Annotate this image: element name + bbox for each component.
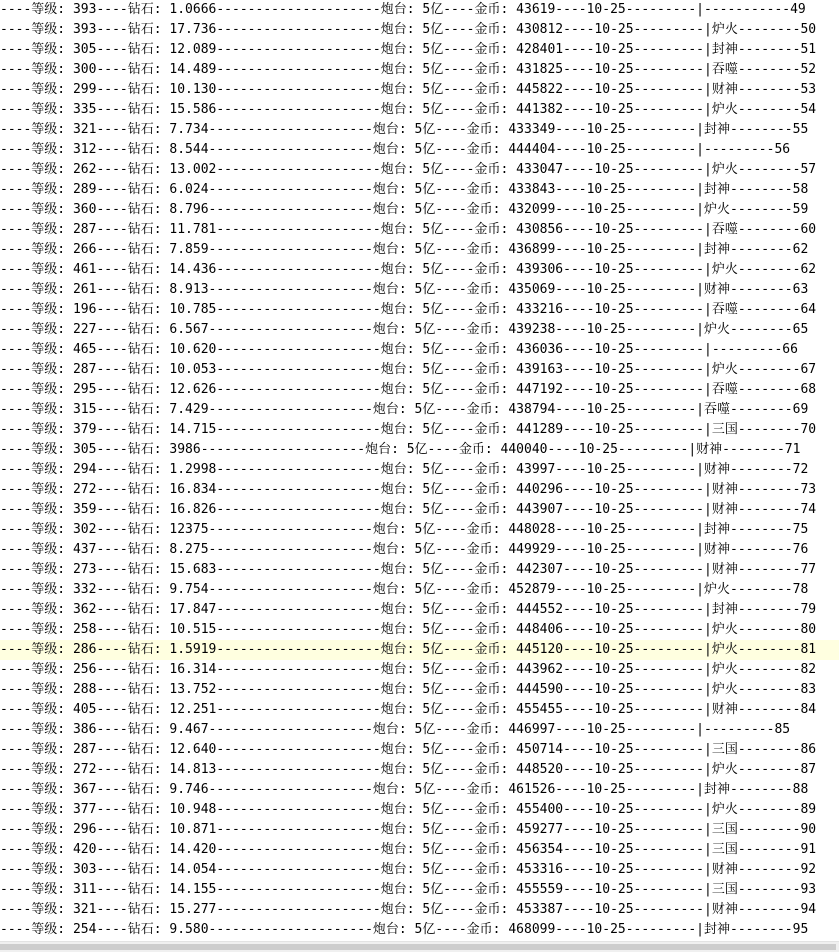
text-line[interactable]: ----等级: 393----钻石: 17.736---------------------炮台: 5亿----金币: 430812----10-25---------|炉火--------50 [0, 22, 817, 37]
text-line[interactable]: ----等级: 461----钻石: 14.436---------------------炮台: 5亿----金币: 439306----10-25---------|炉火--------62 [0, 262, 817, 277]
text-line[interactable]: ----等级: 262----钻石: 13.002---------------------炮台: 5亿----金币: 433047----10-25---------|炉火--------57 [0, 162, 817, 177]
text-line[interactable]: ----等级: 294----钻石: 1.2998---------------------炮台: 5亿----金币: 43997----10-25---------|财神--------72 [0, 462, 809, 477]
text-line[interactable]: ----等级: 437----钻石: 8.275---------------------炮台: 5亿----金币: 449929----10-25---------|财神--------76 [0, 542, 809, 557]
text-line[interactable]: ----等级: 321----钻石: 15.277---------------------炮台: 5亿----金币: 453387----10-25---------|财神--------94 [0, 902, 817, 917]
text-line[interactable]: ----等级: 254----钻石: 9.580---------------------炮台: 5亿----金币: 468099----10-25---------|封神--------95 [0, 922, 809, 937]
text-line[interactable]: ----等级: 302----钻石: 12375---------------------炮台: 5亿----金币: 448028----10-25---------|封神--------75 [0, 522, 809, 537]
text-line[interactable]: ----等级: 311----钻石: 14.155---------------------炮台: 5亿----金币: 455559----10-25---------|三国--------93 [0, 882, 817, 897]
text-line[interactable]: ----等级: 379----钻石: 14.715---------------------炮台: 5亿----金币: 441289----10-25---------|三国--------70 [0, 422, 817, 437]
text-line[interactable]: ----等级: 286----钻石: 1.5919---------------------炮台: 5亿----金币: 445120----10-25---------|炉火--------81 [0, 640, 839, 660]
text-line[interactable]: ----等级: 289----钻石: 6.024---------------------炮台: 5亿----金币: 433843----10-25---------|封神--------58 [0, 182, 809, 197]
text-line[interactable]: ----等级: 299----钻石: 10.130---------------------炮台: 5亿----金币: 445822----10-25---------|财神--------53 [0, 82, 817, 97]
scrollbar-thumb[interactable] [0, 944, 836, 950]
text-line[interactable]: ----等级: 393----钻石: 1.0666---------------------炮台: 5亿----金币: 43619----10-25---------|-----------49 [0, 2, 806, 17]
text-line[interactable]: ----等级: 321----钻石: 7.734---------------------炮台: 5亿----金币: 433349----10-25---------|封神--------55 [0, 122, 809, 137]
text-line[interactable]: ----等级: 335----钻石: 15.586---------------------炮台: 5亿----金币: 441382----10-25---------|炉火--------54 [0, 102, 817, 117]
text-line[interactable]: ----等级: 266----钻石: 7.859---------------------炮台: 5亿----金币: 436899----10-25---------|封神--------62 [0, 242, 809, 257]
text-line[interactable]: ----等级: 295----钻石: 12.626---------------------炮台: 5亿----金币: 447192----10-25---------|吞噬--------68 [0, 382, 817, 397]
text-line[interactable]: ----等级: 420----钻石: 14.420---------------------炮台: 5亿----金币: 456354----10-25---------|三国--------91 [0, 842, 817, 857]
text-line[interactable]: ----等级: 377----钻石: 10.948---------------------炮台: 5亿----金币: 455400----10-25---------|炉火--------89 [0, 802, 817, 817]
text-line[interactable]: ----等级: 296----钻石: 10.871---------------------炮台: 5亿----金币: 459277----10-25---------|三国--------90 [0, 822, 817, 837]
text-line[interactable]: ----等级: 305----钻石: 12.089---------------------炮台: 5亿----金币: 428401----10-25---------|封神--------51 [0, 42, 817, 57]
text-line[interactable]: ----等级: 312----钻石: 8.544---------------------炮台: 5亿----金币: 444404----10-25---------|---------56 [0, 142, 791, 157]
text-line[interactable]: ----等级: 360----钻石: 8.796---------------------炮台: 5亿----金币: 432099----10-25---------|炉火--------59 [0, 202, 809, 217]
text-line[interactable]: ----等级: 256----钻石: 16.314---------------------炮台: 5亿----金币: 443962----10-25---------|炉火--------82 [0, 662, 817, 677]
text-line[interactable]: ----等级: 359----钻石: 16.826---------------------炮台: 5亿----金币: 443907----10-25---------|财神--------74 [0, 502, 817, 517]
text-line[interactable]: ----等级: 273----钻石: 15.683---------------------炮台: 5亿----金币: 442307----10-25---------|财神--------77 [0, 562, 817, 577]
text-line[interactable]: ----等级: 288----钻石: 13.752---------------------炮台: 5亿----金币: 444590----10-25---------|炉火--------83 [0, 682, 817, 697]
text-line[interactable]: ----等级: 315----钻石: 7.429---------------------炮台: 5亿----金币: 438794----10-25---------|吞噬--------69 [0, 402, 809, 417]
text-line[interactable]: ----等级: 305----钻石: 3986---------------------炮台: 5亿----金币: 440040----10-25---------|财神--------71 [0, 442, 801, 457]
text-line[interactable]: ----等级: 227----钻石: 6.567---------------------炮台: 5亿----金币: 439238----10-25---------|炉火--------65 [0, 322, 809, 337]
text-line[interactable]: ----等级: 196----钻石: 10.785---------------------炮台: 5亿----金币: 433216----10-25---------|吞噬--------64 [0, 302, 817, 317]
text-line[interactable]: ----等级: 465----钻石: 10.620---------------------炮台: 5亿----金币: 436036----10-25---------|---------66 [0, 342, 798, 357]
text-line[interactable]: ----等级: 303----钻石: 14.054---------------------炮台: 5亿----金币: 453316----10-25---------|财神--------92 [0, 862, 817, 877]
text-line[interactable]: ----等级: 287----钻石: 12.640---------------------炮台: 5亿----金币: 450714----10-25---------|三国--------86 [0, 742, 817, 757]
horizontal-scrollbar[interactable] [0, 941, 839, 952]
text-line[interactable]: ----等级: 367----钻石: 9.746---------------------炮台: 5亿----金币: 461526----10-25---------|封神--------88 [0, 782, 809, 797]
text-line[interactable]: ----等级: 272----钻石: 16.834---------------------炮台: 5亿----金币: 440296----10-25---------|财神--------73 [0, 482, 817, 497]
text-line[interactable]: ----等级: 386----钻石: 9.467---------------------炮台: 5亿----金币: 446997----10-25---------|---------85 [0, 722, 791, 737]
text-line[interactable]: ----等级: 362----钻石: 17.847---------------------炮台: 5亿----金币: 444552----10-25---------|封神--------79 [0, 602, 817, 617]
text-line[interactable]: ----等级: 405----钻石: 12.251---------------------炮台: 5亿----金币: 455455----10-25---------|财神--------84 [0, 702, 817, 717]
text-line[interactable]: ----等级: 287----钻石: 11.781---------------------炮台: 5亿----金币: 430856----10-25---------|吞噬--------60 [0, 222, 817, 237]
text-line[interactable]: ----等级: 300----钻石: 14.489---------------------炮台: 5亿----金币: 431825----10-25---------|吞噬--------52 [0, 62, 817, 77]
text-line[interactable]: ----等级: 332----钻石: 9.754---------------------炮台: 5亿----金币: 452879----10-25---------|炉火--------78 [0, 582, 809, 597]
text-line[interactable]: ----等级: 261----钻石: 8.913---------------------炮台: 5亿----金币: 435069----10-25---------|财神--------63 [0, 282, 809, 297]
text-line[interactable]: ----等级: 258----钻石: 10.515---------------------炮台: 5亿----金币: 448406----10-25---------|炉火--------80 [0, 622, 817, 637]
text-line[interactable]: ----等级: 287----钻石: 10.053---------------------炮台: 5亿----金币: 439163----10-25---------|炉火--------67 [0, 362, 817, 377]
text-line[interactable]: ----等级: 272----钻石: 14.813---------------------炮台: 5亿----金币: 448520----10-25---------|炉火--------87 [0, 762, 817, 777]
